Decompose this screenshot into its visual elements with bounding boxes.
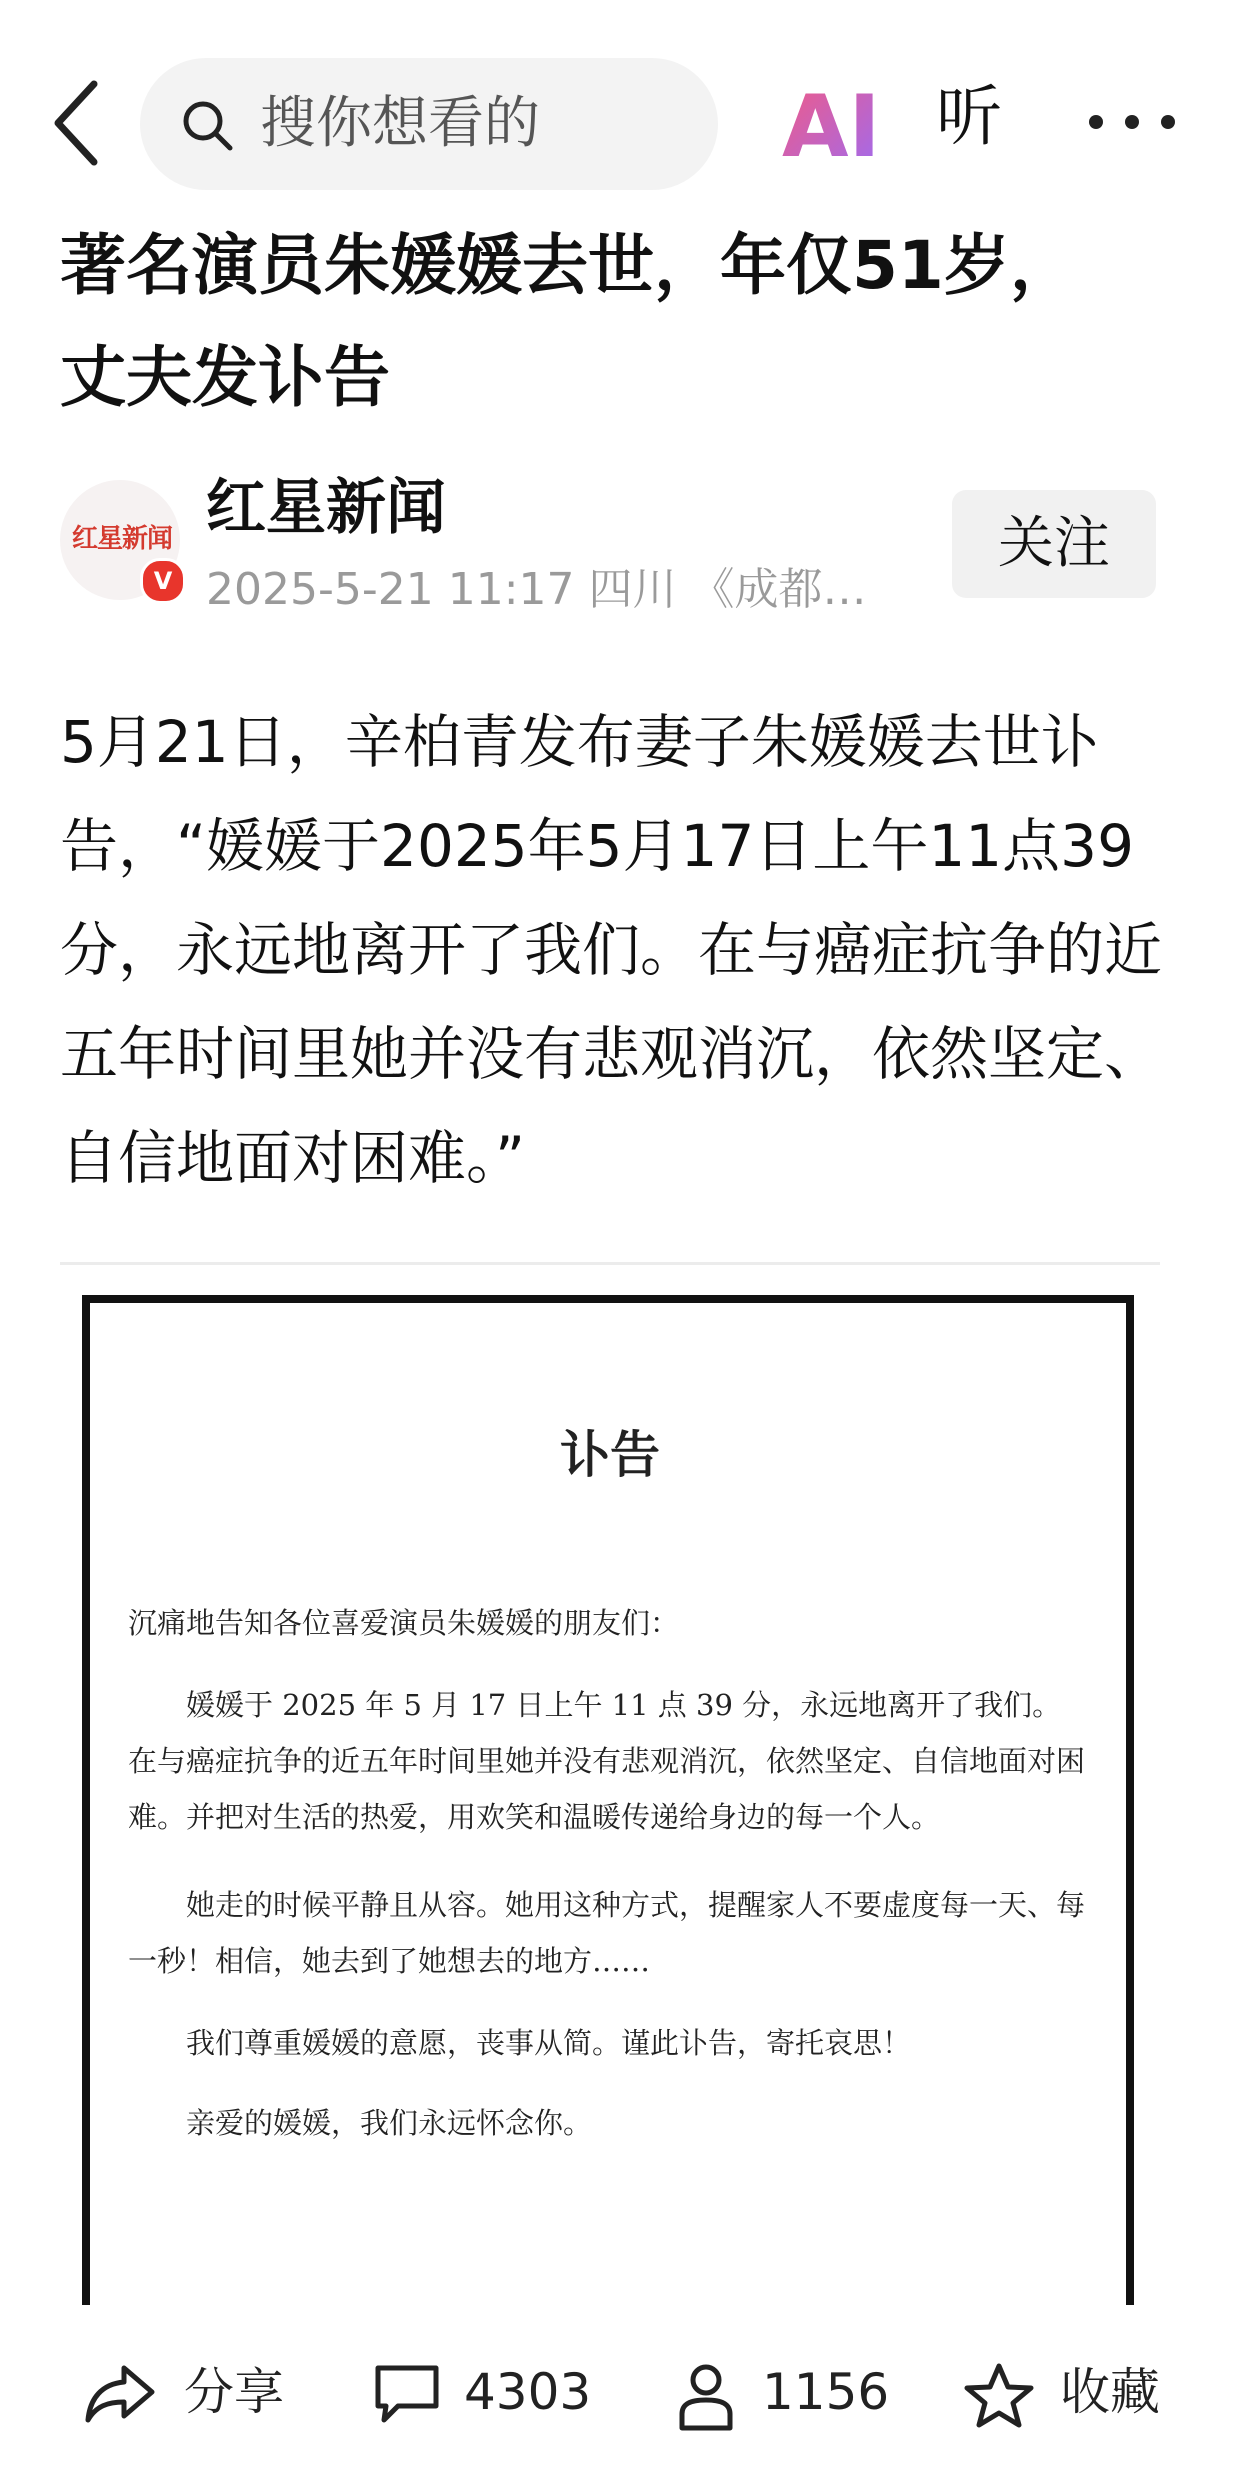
more-button[interactable] [1082,92,1182,152]
listen-button[interactable]: 听 [936,78,1002,155]
article-body: 5月21日，辛柏青发布妻子朱媛媛去世讣告，“媛媛于2025年5月17日上午11点39分，永远地离开了我们。在与癌症抗争的近五年时间里她并没有悲观消沉，依然坚定、自信地面对困难。” [60,708,1163,1192]
avatar-logo-text: 红星新闻 [72,524,173,554]
thumbs-up-icon [676,2362,736,2432]
favorite-label: 收藏 [1060,2363,1160,2421]
comment-count: 4303 [464,2363,592,2421]
document-paragraph: 她走的时候平静且从容。她用这种方式，提醒家人不要虚度每一天、每一秒！相信，她去到了她想去的地方…… [128,1888,1086,1978]
favorite-button[interactable] [964,2338,1184,2438]
document-paragraph: 沉痛地告知各位喜爱演员朱媛媛的朋友们： [128,1606,680,1640]
ai-label: AI [782,78,876,168]
document-paragraph: 亲爱的媛媛，我们永远怀念你。 [186,2106,593,2140]
back-button[interactable] [48,78,108,168]
share-label: 分享 [184,2363,284,2421]
search-icon [180,98,234,152]
ai-icon [780,78,876,168]
verified-badge-icon: V [140,558,186,604]
document-title: 讣告 [560,1425,660,1484]
more-dots-icon [1082,92,1182,152]
article-title: 著名演员朱媛媛去世，年仅51岁，丈夫发讣告 [60,227,1076,416]
share-button[interactable] [84,2338,304,2438]
avatar[interactable] [60,480,180,600]
chevron-left-icon [48,78,108,168]
comment-icon [372,2362,442,2426]
like-count: 1156 [762,2363,890,2421]
bottom-action-bar [0,2310,1242,2479]
top-bar [0,0,1242,200]
obituary-image[interactable] [60,1262,1160,2305]
star-icon [964,2362,1034,2428]
share-icon [84,2362,156,2426]
comment-button[interactable] [372,2338,612,2438]
author-name[interactable]: 红星新闻 [206,473,446,543]
search-placeholder: 搜你想看的 [260,91,540,156]
document-paragraph: 媛媛于 2025 年 5 月 17 日上午 11 点 39 分，永远地离开了我们。在与癌症抗争的近五年时间里她并没有悲观消沉，依然坚定、自信地面对困难。并把对生活的热爱，用欢笑和温暖传递给身边的每一个人。 [128,1688,1086,1834]
document-paragraph: 我们尊重媛媛的意愿，丧事从简。谨此讣告，寄托哀思！ [186,2026,912,2060]
ai-assistant-button[interactable] [780,78,876,168]
search-input[interactable] [140,58,718,190]
like-button[interactable] [676,2338,906,2438]
follow-button[interactable]: 关注 [952,490,1156,598]
publish-meta: 2025-5-21 11:17 四川 《成都… [206,564,867,615]
